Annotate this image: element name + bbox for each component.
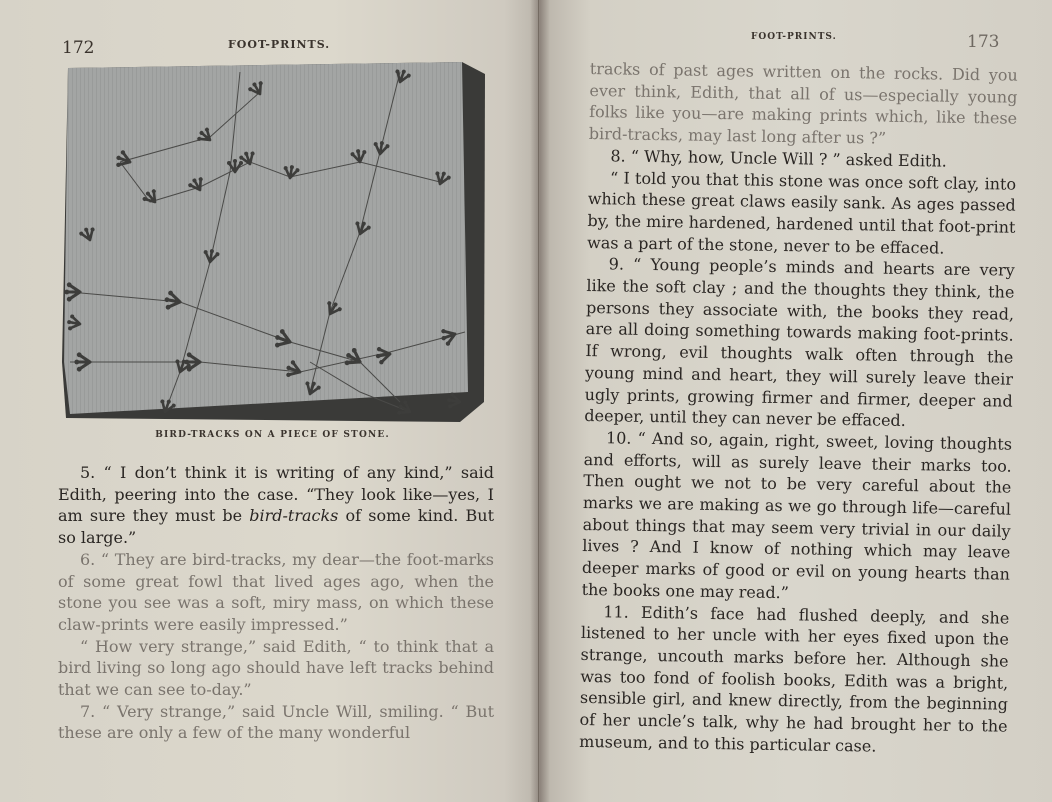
left-page-body xyxy=(58,462,494,744)
paragraph-edith-reply xyxy=(58,636,494,701)
emphasis-bird-tracks: bird-tracks xyxy=(249,506,339,526)
paragraph-clay xyxy=(587,167,1016,261)
paragraph-6 xyxy=(58,549,494,636)
paragraph-10-text: 10. “ And so, again, right, sweet, loving thoughts and efforts, will as surely leave their marks too. Then ought we not to be very careful about the marks we are making as we go through life—careful about things that may seem very trivial in our daily lives ? And I know of nothing which may leave deeper marks of good or evil on young hearts than the books one may read.” xyxy=(581,428,1013,603)
paragraph-6-text: 6. “ They are bird-tracks, my dear—the foot-marks of some great fowl that lived ages ago, when the stone you see was a soft, miry mass, on which these claw-prints were easily impressed.” xyxy=(58,549,494,634)
paragraph-continued-text: tracks of past ages written on the rocks. Did you ever think, Edith, that all of us—especially young folks like you—are making prints which, like these bird-tracks, may last long after us ?” xyxy=(588,58,1018,148)
paragraph-9 xyxy=(584,253,1015,433)
paragraph-5 xyxy=(58,462,494,549)
paragraph-edith-reply-text: “ How very strange,” said Edith, “ to think that a bird living so long ago should have left tracks behind that we can see to-day.” xyxy=(58,636,494,700)
bird-tracks-stone-illustration xyxy=(60,62,485,424)
paragraph-9-text: 9. “ Young people’s minds and hearts are very like the soft clay ; and the thoughts they think, the persons they associate with, the books they read, are all doing something towards making foot-prints. If wrong, evil thoughts walk often through the young mind and heart, they will surely leave their ugly prints, growing firmer and firmer, deeper and deeper, until they can never be effaced. xyxy=(584,254,1015,431)
paragraph-5-text: 5. “ I don’t think it is writing of any kind,” said Edith, peering into the case. “They look like—yes, I am sure they must be bird-tracks of some kind. But so large.” xyxy=(58,463,495,548)
paragraph-8-text: 8. “ Why, how, Uncle Will ? ” asked Edith. xyxy=(610,146,947,171)
paragraph-11 xyxy=(579,601,1009,760)
running-head-right: FOOT-PRINTS. xyxy=(751,32,837,42)
right-page-body xyxy=(579,58,1018,759)
page-number-right: 173 xyxy=(967,32,1000,52)
page-number-left: 172 xyxy=(62,38,95,58)
paragraph-continued xyxy=(589,58,1018,152)
paragraph-10 xyxy=(581,427,1012,607)
paragraph-clay-text: “ I told you that this stone was once soft clay, into which these great claws easily sank. As ages passed by, the mire hardened, hardened until that foot-print was a part of the stone, never to be effaced. xyxy=(586,167,1017,258)
figure-caption: BIRD-TRACKS ON A PIECE OF STONE. xyxy=(155,430,390,440)
paragraph-11-text: 11. Edith’s face had flushed deeply, and she listened to her uncle with her eyes fixed upon the strange, uncouth marks before her. Although she was too fond of foolish books, Edith was a bright, sensible girl, and knew directly, from the beginning of her uncle’s talk, why he had brought her to the museum, and to this particular case. xyxy=(579,601,1010,756)
running-head-left: FOOT-PRINTS. xyxy=(228,38,331,51)
paragraph-7 xyxy=(58,701,494,744)
paragraph-7-text: 7. “ Very strange,” said Uncle Will, smiling. “ But these are only a few of the many wonderful xyxy=(58,701,494,743)
